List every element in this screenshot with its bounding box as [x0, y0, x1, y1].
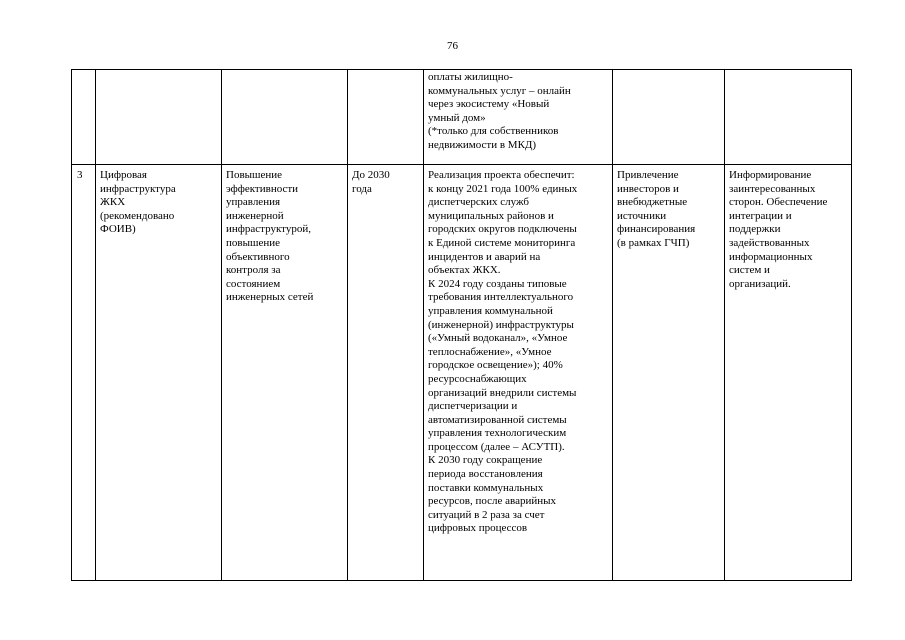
table-row — [72, 165, 852, 581]
funding-cell — [613, 70, 725, 165]
row-number-cell: 3 — [72, 165, 96, 581]
deadline-cell: До 2030 года — [348, 165, 424, 581]
document-table — [71, 69, 852, 581]
activities-cell — [725, 70, 852, 165]
name-cell — [96, 70, 222, 165]
result-cell: Реализация проекта обеспечит: к концу 2021 года 100% единых диспетчерских служб муниципальных районов и городских округов подключены к Единой системе мониторинга инцидентов и аварий на объектах ЖКХ. К 2024 году созданы типовые требования интеллектуального управления коммунальной (инженерной) инфраструктуры («Умный водоканал», «Умное теплоснабжение», «Умное городское освещение»); 40% ресурсоснабжающих организаций внедрили системы диспетчеризации и автоматизированной системы управления технологическим процессом (далее – АСУТП). К 2030 году сокращение периода восстановления поставки коммунальных ресурсов, после аварийных ситуаций в 2 раза за счет цифровых процессов — [424, 165, 613, 581]
row-number-cell — [72, 70, 96, 165]
result-cell: оплаты жилищно- коммунальных услуг – онлайн через экосистему «Новый умный дом» (*только для собственников недвижимости в МКД) — [424, 70, 613, 165]
goal-cell — [222, 70, 348, 165]
name-cell: Цифровая инфраструктура ЖКХ (рекомендовано ФОИВ) — [96, 165, 222, 581]
activities-cell: Информирование заинтересованных сторон. Обеспечение интеграции и поддержки задействованных информационных систем и организаций. — [725, 165, 852, 581]
table-row — [72, 70, 852, 165]
goal-cell: Повышение эффективности управления инженерной инфраструктурой, повышение объективного контроля за состоянием инженерных сетей — [222, 165, 348, 581]
page-number: 76 — [447, 40, 458, 52]
deadline-cell — [348, 70, 424, 165]
funding-cell: Привлечение инвесторов и внебюджетные источники финансирования (в рамках ГЧП) — [613, 165, 725, 581]
